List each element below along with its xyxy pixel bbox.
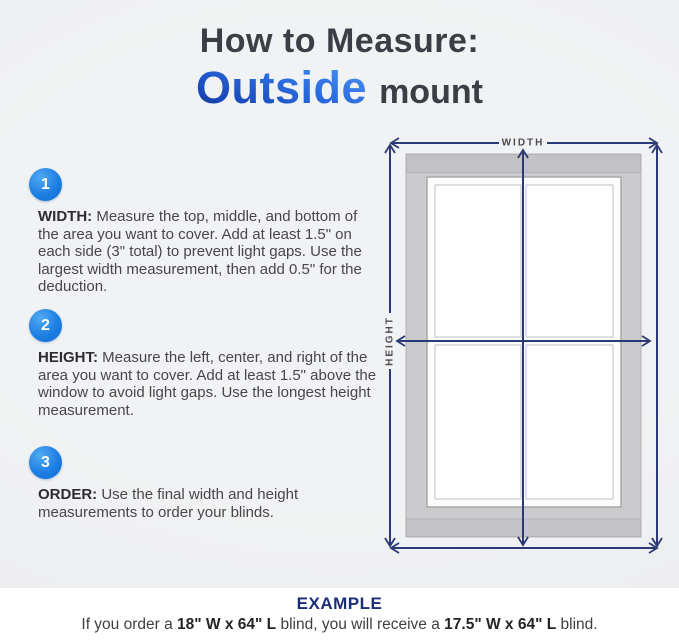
window-pane-bottom-left xyxy=(435,345,521,499)
example-receive-size: 17.5" W x 64" L xyxy=(444,616,557,633)
width-label: WIDTH xyxy=(501,137,545,149)
window-diagram-svg xyxy=(375,128,670,560)
step-2-text xyxy=(38,349,381,419)
title-suffix-mount: mount xyxy=(379,73,483,111)
step-1-body: Measure the top, middle, and bottom of the area you want to cover. Add at least 1.5" on each side (3" total) to prevent light gaps. Use the largest width measurement, then add 0.5" for the deduction. xyxy=(38,208,362,295)
step-3-number-badge xyxy=(29,446,62,479)
step-2 xyxy=(29,309,381,419)
example-section xyxy=(0,588,679,644)
step-2-number: 2 xyxy=(41,316,50,334)
window-pane-top-left xyxy=(435,185,521,337)
example-order-size: 18" W x 64" L xyxy=(177,616,277,633)
window-pane-top-right xyxy=(526,185,613,337)
window-pane-bottom-right xyxy=(526,345,613,499)
step-1-number: 1 xyxy=(41,175,50,193)
example-middle: blind, you will receive a xyxy=(276,616,445,633)
window-measurement-diagram xyxy=(375,128,670,560)
example-text xyxy=(0,616,679,634)
step-2-number-badge xyxy=(29,309,62,342)
height-label: HEIGHT xyxy=(384,316,396,366)
step-3 xyxy=(29,446,381,521)
step-1-number-badge xyxy=(29,168,62,201)
right-height-arrow xyxy=(652,145,662,546)
example-suffix: blind. xyxy=(556,616,598,633)
example-title: EXAMPLE xyxy=(296,594,383,613)
title-line-2 xyxy=(0,62,679,114)
title-line-1: How to Measure: xyxy=(199,22,480,60)
steps-list xyxy=(29,168,381,568)
step-2-body: Measure the left, center, and right of the area you want to cover. Add at least 1.5" above the window to avoid light gaps. Use the longest height measurement. xyxy=(38,349,377,419)
page-title xyxy=(0,22,679,114)
step-1-text xyxy=(38,208,381,296)
step-3-text xyxy=(38,486,381,521)
example-prefix: If you order a xyxy=(81,616,178,633)
step-1 xyxy=(29,168,381,296)
step-1-label: WIDTH: xyxy=(38,208,93,225)
step-2-label: HEIGHT: xyxy=(38,349,98,366)
step-3-number: 3 xyxy=(41,453,50,471)
step-3-body: Use the final width and height measurements to order your blinds. xyxy=(38,486,299,521)
step-3-label: ORDER: xyxy=(38,486,98,503)
title-highlight-outside: Outside xyxy=(196,62,368,113)
